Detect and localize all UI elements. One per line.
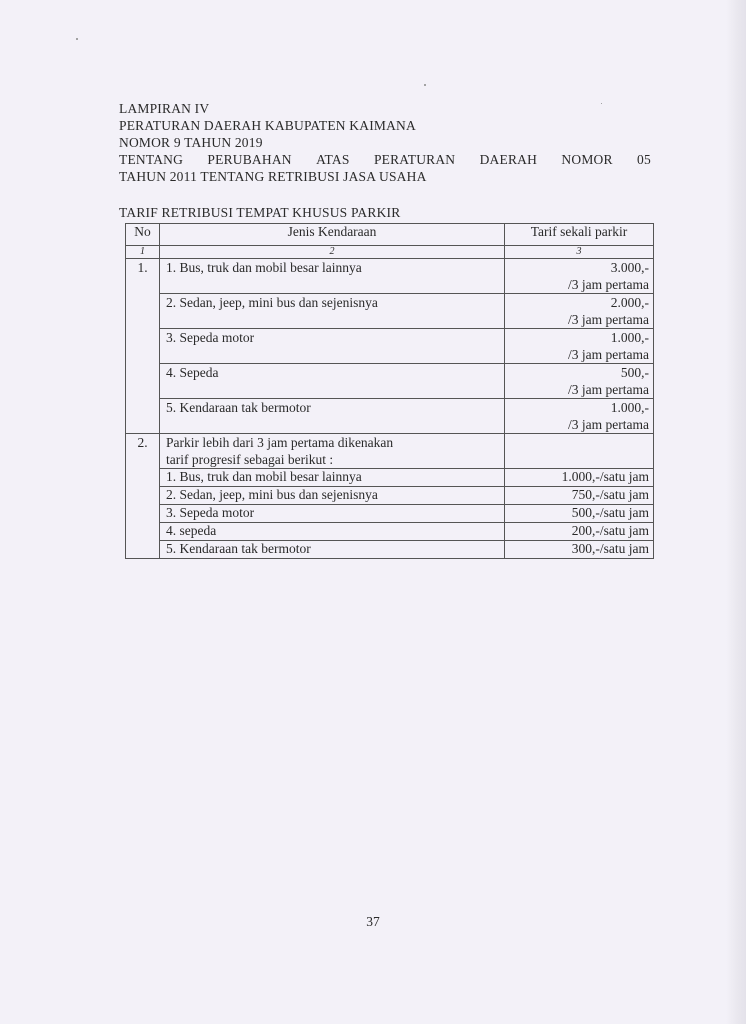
- vehicle-type: 3. Sepeda motor: [160, 329, 505, 364]
- tariff-price: 1.000,-: [610, 330, 649, 345]
- column-number: 1: [126, 246, 160, 259]
- scan-speck: [76, 38, 78, 40]
- table-header-row: [126, 224, 654, 246]
- header-line-2: PERATURAN DAERAH KABUPATEN KAIMANA: [119, 118, 416, 133]
- tariff-price: 3.000,-: [610, 260, 649, 275]
- tariff-unit: /3 jam pertama: [568, 417, 649, 432]
- tariff-price: 300,-/satu jam: [505, 541, 654, 559]
- vehicle-type: 5. Kendaraan tak bermotor: [160, 541, 505, 559]
- column-number: 3: [505, 246, 654, 259]
- tariff-price: 500,-/satu jam: [505, 505, 654, 523]
- header-word: PERUBAHAN: [207, 152, 292, 167]
- tariff-unit: /3 jam pertama: [568, 312, 649, 327]
- tariff-price: 750,-/satu jam: [505, 487, 654, 505]
- column-header-no: No: [126, 224, 160, 246]
- vehicle-type: 5. Kendaraan tak bermotor: [160, 399, 505, 434]
- section-intro-line: Parkir lebih dari 3 jam pertama dikenakan: [166, 435, 394, 450]
- tariff-cell: [505, 329, 654, 364]
- tariff-price: 1.000,-: [610, 400, 649, 415]
- header-word: DAERAH: [479, 152, 538, 167]
- table-row: [126, 364, 654, 399]
- header-word: PERATURAN: [373, 152, 456, 167]
- column-header-tarif: Tarif sekali parkir: [505, 224, 654, 246]
- vehicle-type: 2. Sedan, jeep, mini bus dan sejenisnya: [160, 487, 505, 505]
- column-number: 2: [160, 246, 505, 259]
- section-number: 1.: [126, 259, 160, 434]
- section-number: 2.: [126, 434, 160, 559]
- header-word: ATAS: [316, 152, 350, 167]
- table-row: [126, 259, 654, 294]
- tariff-price: 1.000,-/satu jam: [505, 469, 654, 487]
- vehicle-type: 1. Bus, truk dan mobil besar lainnya: [160, 469, 505, 487]
- tariff-unit: /3 jam pertama: [568, 382, 649, 397]
- vehicle-type: 3. Sepeda motor: [160, 505, 505, 523]
- table-row: [126, 487, 654, 505]
- scan-speck: [424, 84, 426, 86]
- tariff-unit: /3 jam pertama: [568, 347, 649, 362]
- vehicle-type: 4. sepeda: [160, 523, 505, 541]
- header-word: TENTANG: [119, 152, 184, 167]
- vehicle-type: 2. Sedan, jeep, mini bus dan sejenisnya: [160, 294, 505, 329]
- table-title: TARIF RETRIBUSI TEMPAT KHUSUS PARKIR: [119, 205, 401, 220]
- section-intro-line: tarif progresif sebagai berikut :: [166, 452, 334, 467]
- column-number-row: [126, 246, 654, 259]
- header-line-4: [119, 151, 651, 168]
- table-row: [126, 523, 654, 541]
- table-row: [126, 294, 654, 329]
- tariff-unit: /3 jam pertama: [568, 277, 649, 292]
- tariff-price: 200,-/satu jam: [505, 523, 654, 541]
- vehicle-type: 4. Sepeda: [160, 364, 505, 399]
- page-edge-shadow: [726, 0, 746, 1024]
- table-row: [126, 329, 654, 364]
- table-row: [126, 505, 654, 523]
- header-word: NOMOR: [561, 152, 613, 167]
- tariff-cell: [505, 364, 654, 399]
- tariff-price: 500,-: [620, 365, 649, 380]
- header-word: 05: [637, 152, 651, 167]
- table-row: [126, 541, 654, 559]
- tariff-price: 2.000,-: [610, 295, 649, 310]
- empty-cell: [505, 434, 654, 469]
- section-intro: [160, 434, 505, 469]
- tariff-cell: [505, 399, 654, 434]
- page-number: 37: [366, 914, 380, 929]
- header-line-1: LAMPIRAN IV: [119, 101, 210, 116]
- table-row: [126, 434, 654, 469]
- tariff-cell: [505, 294, 654, 329]
- document-header: [119, 100, 651, 185]
- header-line-3: NOMOR 9 TAHUN 2019: [119, 135, 263, 150]
- column-header-jenis: Jenis Kendaraan: [160, 224, 505, 246]
- vehicle-type: 1. Bus, truk dan mobil besar lainnya: [160, 259, 505, 294]
- tariff-cell: [505, 259, 654, 294]
- header-line-5: TAHUN 2011 TENTANG RETRIBUSI JASA USAHA: [119, 169, 427, 184]
- table-row: [126, 399, 654, 434]
- table-row: [126, 469, 654, 487]
- tariff-table: [125, 223, 654, 559]
